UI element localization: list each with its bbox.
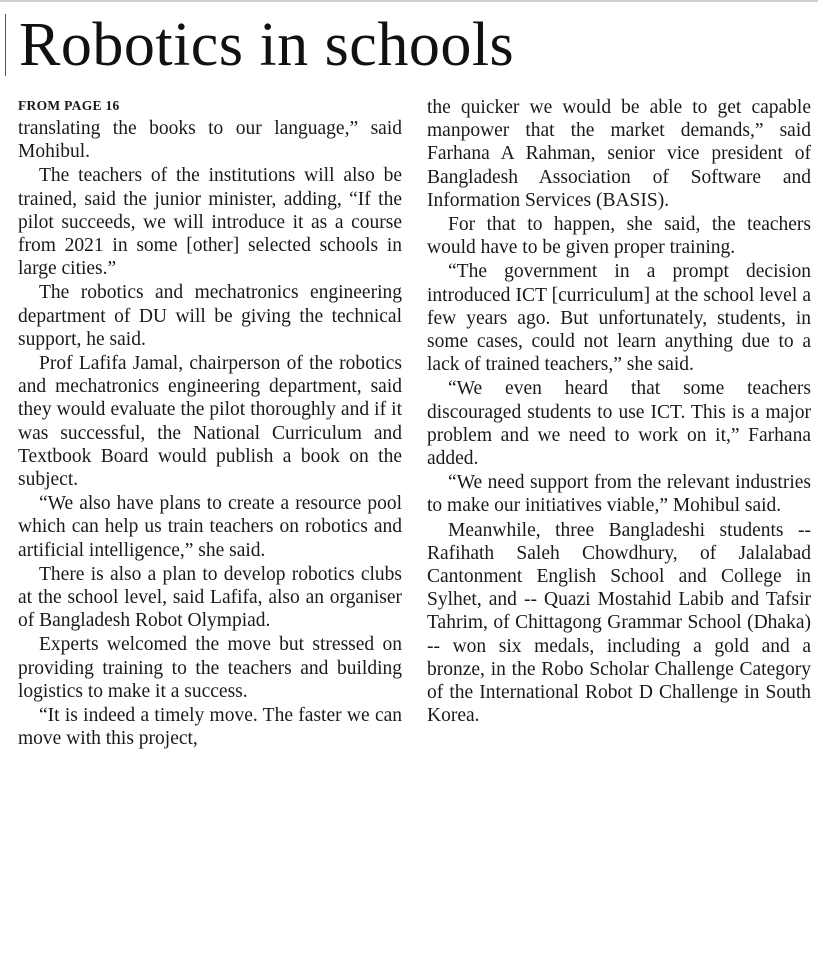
paragraph: Meanwhile, three Bangladeshi students -- Rafihath Saleh Chowdhury, of Jalalabad Cantonment English School and College in Sylhet, and -- Quazi Mostahid Labib and Tafsir Tahrim, of Chittagong Grammar School (Dhaka) -- won six medals, including a gold and a bronze, in the Robo Scholar Challenge Category of the International Robot D Challenge in South Korea. xyxy=(427,519,811,727)
paragraph: translating the books to our language,” said Mohibul. xyxy=(18,118,402,163)
paragraph: “The government in a prompt decision introduced ICT [curriculum] at the school level a few years ago. But unfortunately, students, in some cases, could not learn anything due to a lack of trained teachers,” she said. xyxy=(427,261,811,376)
paragraph: Experts welcomed the move but stressed on providing training to the teachers and building logistics to make it a success. xyxy=(18,634,402,702)
paragraph: “We even heard that some teachers discouraged students to use ICT. This is a major problem and we need to work on it,” Farhana added. xyxy=(427,378,811,470)
paragraph: “We also have plans to create a resource pool which can help us train teachers on robotics and artificial intelligence,” she said. xyxy=(18,493,402,561)
paragraph: For that to happen, she said, the teachers would have to be given proper training. xyxy=(427,214,811,259)
page-top-rule xyxy=(0,0,818,2)
paragraph: “It is indeed a timely move. The faster we can move with this project, xyxy=(18,705,402,750)
paragraph: Prof Lafifa Jamal, chairperson of the robotics and mechatronics engineering department, said they would evaluate the pilot thoroughly and if it was successful, the National Curriculum and Textbook Board would publish a book on the subject. xyxy=(18,353,402,491)
right-column xyxy=(427,96,811,728)
left-column xyxy=(18,96,402,751)
paragraph: The teachers of the institutions will also be trained, said the junior minister, adding, “If the pilot succeeds, we will introduce it as a course from 2021 in some [other] selected schools in large cities.” xyxy=(18,165,402,280)
paragraph: There is also a plan to develop robotics clubs at the school level, said Lafifa, also an organiser of Bangladesh Robot Olympiad. xyxy=(18,563,402,632)
headline: Robotics in schools xyxy=(19,11,515,79)
continued-from-label: FROM PAGE 16 xyxy=(18,98,120,113)
paragraph: “We need support from the relevant industries to make our initiatives viable,” Mohibul said. xyxy=(427,472,811,517)
paragraph: The robotics and mechatronics engineering department of DU will be giving the technical support, he said. xyxy=(18,282,402,350)
headline-side-rule xyxy=(5,14,6,76)
paragraph: the quicker we would be able to get capable manpower that the market demands,” said Farhana A Rahman, senior vice president of Bangladesh Association of Software and Information Services (BASIS). xyxy=(427,97,811,211)
